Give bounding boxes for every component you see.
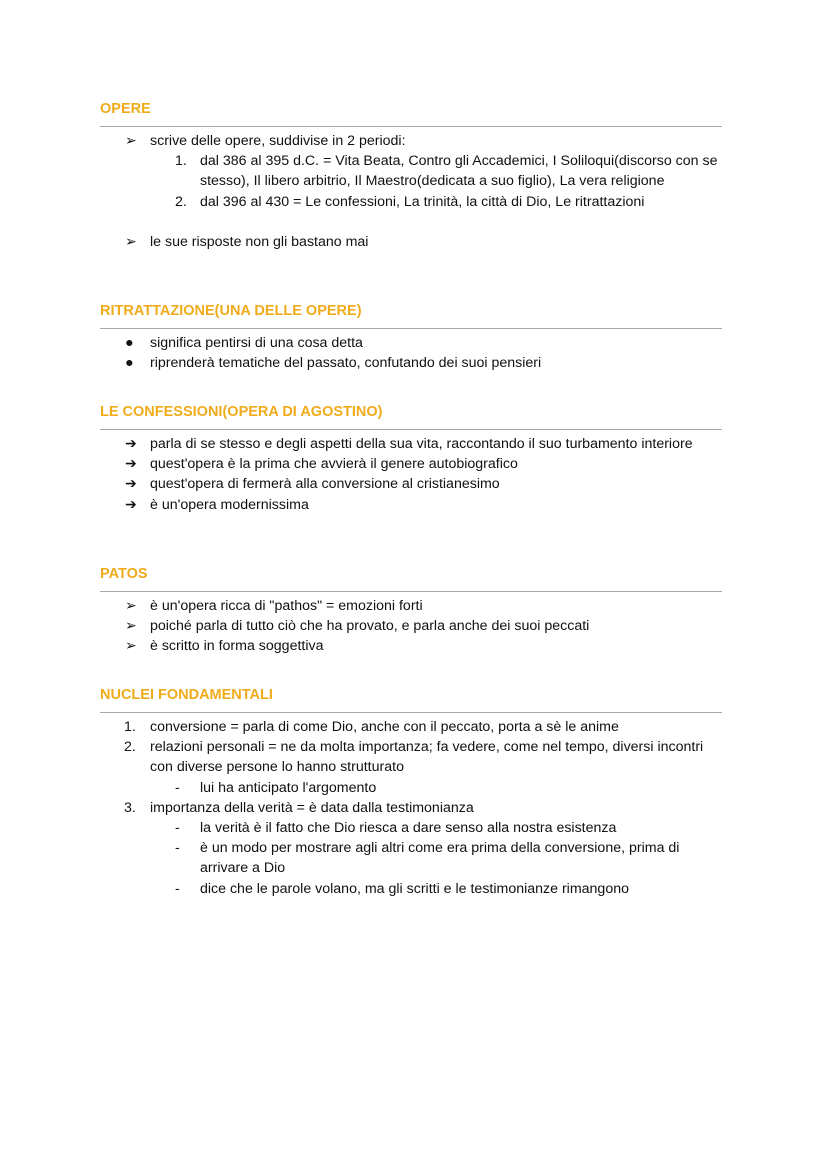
- section-heading: RITRATTAZIONE(UNA DELLE OPERE): [100, 303, 362, 319]
- arrowhead-bullet-icon: ➢: [125, 233, 137, 250]
- list-item: 1. conversione = parla di come Dio, anche con il peccato, porta a sè le anime: [100, 717, 722, 737]
- list-item: 1. dal 386 al 395 d.C. = Vita Beata, Contro gli Accademici, I Soliloqui(discorso con se stesso), Il libero arbitrio, Il Maestro(dedicata a suo figlio), La vera religione: [175, 153, 718, 190]
- arrowhead-bullet-icon: ➢: [125, 598, 137, 614]
- list-item: ● riprenderà tematiche del passato, confutando dei suoi pensieri: [100, 353, 722, 373]
- list-item: ➔ parla di se stesso e degli aspetti della sua vita, raccontando il suo turbamento interiore: [100, 434, 722, 454]
- dot-bullet-icon: ●: [125, 355, 134, 372]
- section-divider: [100, 126, 722, 127]
- list-item: ● significa pentirsi di una cosa detta: [100, 333, 722, 353]
- arrow-bullet-icon: ➔: [125, 436, 137, 452]
- section-confessioni: [100, 401, 722, 515]
- section-divider: [100, 591, 722, 592]
- list-item: ➔ quest'opera di fermerà alla conversione al cristianesimo: [100, 474, 722, 494]
- arrowhead-bullet-icon: ➢: [125, 133, 137, 149]
- list-item: ➢ è un'opera ricca di "pathos" = emozioni forti: [100, 596, 722, 616]
- section-heading: NUCLEI FONDAMENTALI: [100, 687, 273, 703]
- section-nuclei: [100, 684, 722, 899]
- arrow-bullet-icon: ➔: [125, 456, 137, 473]
- list-item: ➢ scrive delle opere, suddivise in 2 periodi:: [100, 131, 722, 151]
- list-number: 2.: [175, 193, 187, 210]
- dash-bullet-icon: -: [175, 880, 180, 897]
- section-divider: [100, 712, 722, 713]
- list-item: ➢ le sue risposte non gli bastano mai: [100, 232, 722, 252]
- list-item: 2. dal 396 al 430 = Le confessioni, La trinità, la città di Dio, Le ritrattazioni: [100, 192, 722, 212]
- arrowhead-bullet-icon: ➢: [125, 618, 137, 635]
- arrowhead-bullet-icon: ➢: [125, 638, 137, 655]
- section-divider: [100, 429, 722, 430]
- list-item: 3. importanza della verità = è data dalla testimonianza: [100, 798, 722, 818]
- section-opere: [100, 98, 722, 252]
- list-item: ➢ è scritto in forma soggettiva: [100, 636, 722, 656]
- list-item: - lui ha anticipato l'argomento: [100, 778, 722, 798]
- list-item: - è un modo per mostrare agli altri come era prima della conversione, prima di arrivare a Dio: [175, 840, 680, 877]
- section-heading: PATOS: [100, 566, 148, 582]
- section-patos: [100, 563, 722, 657]
- section-heading: LE CONFESSIONI(OPERA DI AGOSTINO): [100, 404, 383, 420]
- list-item: ➢ poiché parla di tutto ciò che ha provato, e parla anche dei suoi peccati: [100, 616, 722, 636]
- list-number: 3.: [124, 799, 136, 816]
- list-item: ➔ è un'opera modernissima: [100, 495, 722, 515]
- section-divider: [100, 328, 722, 329]
- arrow-bullet-icon: ➔: [125, 496, 137, 513]
- section-ritrattazione: [100, 300, 722, 373]
- list-item: ➔ quest'opera è la prima che avvierà il genere autobiografico: [100, 454, 722, 474]
- arrow-bullet-icon: ➔: [125, 476, 137, 493]
- dash-bullet-icon: -: [175, 820, 180, 837]
- list-number: 1.: [175, 153, 187, 170]
- dot-bullet-icon: ●: [125, 335, 134, 351]
- list-item: - la verità è il fatto che Dio riesca a dare senso alla nostra esistenza: [100, 818, 722, 838]
- dash-bullet-icon: -: [175, 779, 180, 796]
- list-number: 1.: [124, 719, 136, 735]
- section-heading: OPERE: [100, 101, 151, 117]
- dash-bullet-icon: -: [175, 840, 180, 857]
- list-number: 2.: [124, 739, 136, 756]
- list-item: - dice che le parole volano, ma gli scritti e le testimonianze rimangono: [100, 879, 722, 899]
- list-item: 2. relazioni personali = ne da molta importanza; fa vedere, come nel tempo, diversi incontri con diverse persone lo hanno strutturato: [124, 739, 704, 776]
